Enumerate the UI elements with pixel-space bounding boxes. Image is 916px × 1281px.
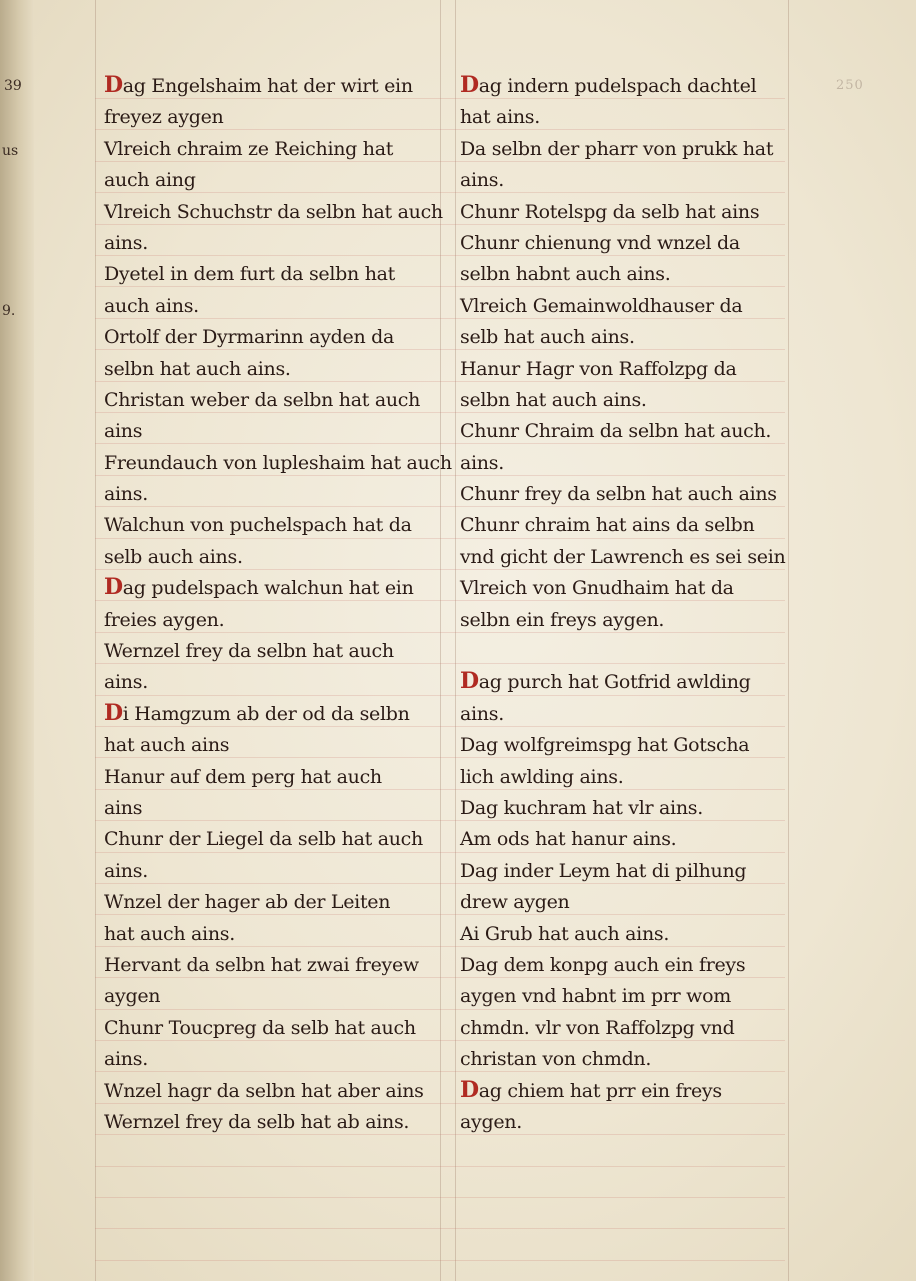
line-text: Chunr Chraim da selbn hat auch. xyxy=(460,420,772,443)
text-line xyxy=(460,164,790,195)
line-text: ains. xyxy=(104,1048,148,1071)
line-text: freyez aygen xyxy=(104,106,224,129)
text-line xyxy=(104,321,434,352)
line-text: selbn ein freys aygen. xyxy=(460,608,665,631)
line-text: selbn hat auch ains. xyxy=(104,357,291,380)
text-line xyxy=(460,133,790,164)
line-text: Hanur Hagr von Raffolzpg da xyxy=(460,357,737,380)
text-line xyxy=(460,666,790,697)
text-line xyxy=(104,980,434,1011)
line-text: hat ains. xyxy=(460,106,540,129)
line-text: Dag dem konpg auch ein freys xyxy=(460,953,746,976)
line-text: Da selbn der pharr von prukk hat xyxy=(460,137,774,160)
text-line xyxy=(104,604,434,635)
text-line xyxy=(104,761,434,792)
text-line xyxy=(104,918,434,949)
text-line xyxy=(104,353,434,384)
line-text: ag indern pudelspach dachtel xyxy=(478,75,757,97)
text-line xyxy=(104,196,443,227)
text-line xyxy=(460,761,790,792)
line-text: Dag kuchram hat vlr ains. xyxy=(460,796,703,819)
line-text: Wnzel der hager ab der Leiten xyxy=(104,891,391,914)
text-line xyxy=(460,1043,790,1074)
text-line xyxy=(104,164,434,195)
line-text: aygen. xyxy=(460,1110,522,1133)
text-line xyxy=(104,1075,434,1106)
text-line xyxy=(104,447,452,478)
line-text: ains. xyxy=(460,702,504,725)
line-text: Hervant da selbn hat zwai freyew xyxy=(104,953,419,976)
text-line xyxy=(460,258,790,289)
text-line xyxy=(104,635,434,666)
line-text: i Hamgzum ab der od da selbn xyxy=(122,702,410,725)
line-text: ains. xyxy=(104,231,148,254)
line-text: chmdn. vlr von Raffolzpg vnd xyxy=(460,1016,735,1039)
text-line xyxy=(104,101,434,132)
line-text: selbn habnt auch ains. xyxy=(460,263,671,286)
text-line xyxy=(104,572,434,603)
line-text: freies aygen. xyxy=(104,608,225,631)
line-text: Am ods hat hanur ains. xyxy=(460,828,677,851)
line-text: Chunr chienung vnd wnzel da xyxy=(460,231,740,254)
line-text: ains. xyxy=(104,671,148,694)
text-line xyxy=(460,792,790,823)
line-text: Chunr chraim hat ains da selbn xyxy=(460,514,755,537)
line-text: ains. xyxy=(104,859,148,882)
line-text: Ai Grub hat auch ains. xyxy=(460,922,670,945)
line-text: drew aygen xyxy=(460,891,570,914)
margin-note: us xyxy=(2,143,19,159)
text-line xyxy=(460,1106,790,1137)
line-text: Dyetel in dem furt da selbn hat xyxy=(104,263,395,286)
line-text: ains. xyxy=(460,169,504,192)
text-line xyxy=(104,698,434,729)
text-line xyxy=(460,290,790,321)
text-line xyxy=(460,509,790,540)
line-text: Chunr frey da selbn hat auch ains xyxy=(460,483,777,506)
text-line xyxy=(104,70,434,101)
right-text-column xyxy=(460,70,790,1137)
line-text: Vlreich von Gnudhaim hat da xyxy=(460,577,734,600)
text-line xyxy=(460,886,790,917)
line-text: auch ains. xyxy=(104,294,199,317)
text-line xyxy=(460,698,790,729)
ruling-line xyxy=(95,1197,785,1198)
line-text: Vlreich chraim ze Reiching hat xyxy=(104,137,394,160)
text-line xyxy=(460,478,790,509)
line-text: Freundauch von lupleshaim hat auch xyxy=(104,451,452,474)
line-text: ag pudelspach walchun hat ein xyxy=(122,577,414,600)
line-text: Wernzel frey da selbn hat auch xyxy=(104,640,394,663)
ruling-line xyxy=(95,1166,785,1167)
line-text: Walchun von puchelspach hat da xyxy=(104,514,412,537)
line-text: selbn hat auch ains. xyxy=(460,388,647,411)
line-text: ains xyxy=(104,420,143,443)
line-text: ains. xyxy=(460,451,504,474)
text-line xyxy=(460,353,790,384)
line-text: selb hat auch ains. xyxy=(460,326,635,349)
line-text: hat auch ains xyxy=(104,734,230,757)
text-line xyxy=(104,227,434,258)
text-line xyxy=(460,572,790,603)
ruling-line xyxy=(95,1260,785,1261)
text-line xyxy=(460,729,790,760)
rubricated-initial: D xyxy=(460,72,479,98)
rubricated-initial: D xyxy=(460,668,479,695)
text-line xyxy=(104,823,434,854)
line-text: Hanur auf dem perg hat auch xyxy=(104,765,382,788)
line-text: ag purch hat Gotfrid awlding xyxy=(478,671,751,694)
line-text: vnd gicht der Lawrench es sei sein xyxy=(460,545,786,568)
text-line xyxy=(460,635,790,666)
text-line xyxy=(104,1012,434,1043)
text-line xyxy=(104,666,434,697)
line-text: Dag wolfgreimspg hat Gotscha xyxy=(460,734,750,757)
text-line xyxy=(460,541,790,572)
text-line xyxy=(460,980,790,1011)
line-text: Dag inder Leym hat di pilhung xyxy=(460,859,747,882)
line-text: aygen xyxy=(104,985,161,1008)
line-text: Chunr Rotelspg da selb hat ains xyxy=(460,200,760,223)
line-text: hat auch ains. xyxy=(104,922,235,945)
text-line xyxy=(104,855,434,886)
text-line xyxy=(104,1106,434,1137)
text-line xyxy=(104,258,434,289)
line-text: Chunr der Liegel da selb hat auch xyxy=(104,828,423,851)
rubricated-initial: D xyxy=(460,1076,479,1103)
line-text: Ortolf der Dyrmarinn ayden da xyxy=(104,326,395,349)
text-line xyxy=(460,1075,790,1106)
text-line xyxy=(460,196,790,227)
line-text: lich awlding ains. xyxy=(460,765,624,788)
line-text: ag chiem hat prr ein freys xyxy=(478,1079,722,1102)
folio-number: 250 xyxy=(836,78,864,93)
margin-note: 9. xyxy=(2,303,16,319)
margin-note: 39 xyxy=(4,78,22,94)
text-line xyxy=(104,509,434,540)
ruling-line xyxy=(95,1228,785,1229)
text-line xyxy=(460,227,790,258)
text-line xyxy=(460,447,790,478)
text-line xyxy=(460,415,790,446)
text-line xyxy=(460,384,790,415)
text-line xyxy=(460,101,790,132)
line-text: auch aing xyxy=(104,169,196,192)
line-text: christan von chmdn. xyxy=(460,1048,652,1071)
line-text: Chunr Toucpreg da selb hat auch xyxy=(104,1016,416,1039)
text-line xyxy=(104,1043,434,1074)
line-text: ains. xyxy=(104,483,148,506)
line-text: Vlreich Schuchstr da selbn hat auch xyxy=(104,200,443,223)
text-line xyxy=(104,949,434,980)
line-text: ag Engelshaim hat der wirt ein xyxy=(122,75,413,97)
line-text: Wnzel hagr da selbn hat aber ains xyxy=(104,1079,424,1102)
left-text-column xyxy=(104,70,452,1137)
text-line xyxy=(460,70,790,101)
text-line xyxy=(104,415,434,446)
rubricated-initial: D xyxy=(104,574,123,601)
text-line xyxy=(460,604,790,635)
text-line xyxy=(104,384,434,415)
text-line xyxy=(460,949,790,980)
binding-gutter xyxy=(0,0,34,1281)
text-line xyxy=(104,290,434,321)
text-line xyxy=(104,792,434,823)
text-line xyxy=(460,918,790,949)
text-line xyxy=(104,133,434,164)
text-line xyxy=(104,541,434,572)
line-text: aygen vnd habnt im prr wom xyxy=(460,985,731,1008)
text-line xyxy=(460,855,790,886)
text-line xyxy=(104,729,434,760)
line-text: ains xyxy=(104,796,143,819)
text-line xyxy=(460,823,790,854)
rubricated-initial: D xyxy=(104,699,123,726)
rubricated-initial: D xyxy=(104,72,123,98)
text-line xyxy=(460,1012,790,1043)
line-text: Vlreich Gemainwoldhauser da xyxy=(460,294,743,317)
text-line xyxy=(104,886,434,917)
line-text: selb auch ains. xyxy=(104,545,243,568)
line-text: Christan weber da selbn hat auch xyxy=(104,388,421,411)
text-line xyxy=(460,321,790,352)
line-text: Wernzel frey da selb hat ab ains. xyxy=(104,1110,410,1133)
text-line xyxy=(104,478,434,509)
